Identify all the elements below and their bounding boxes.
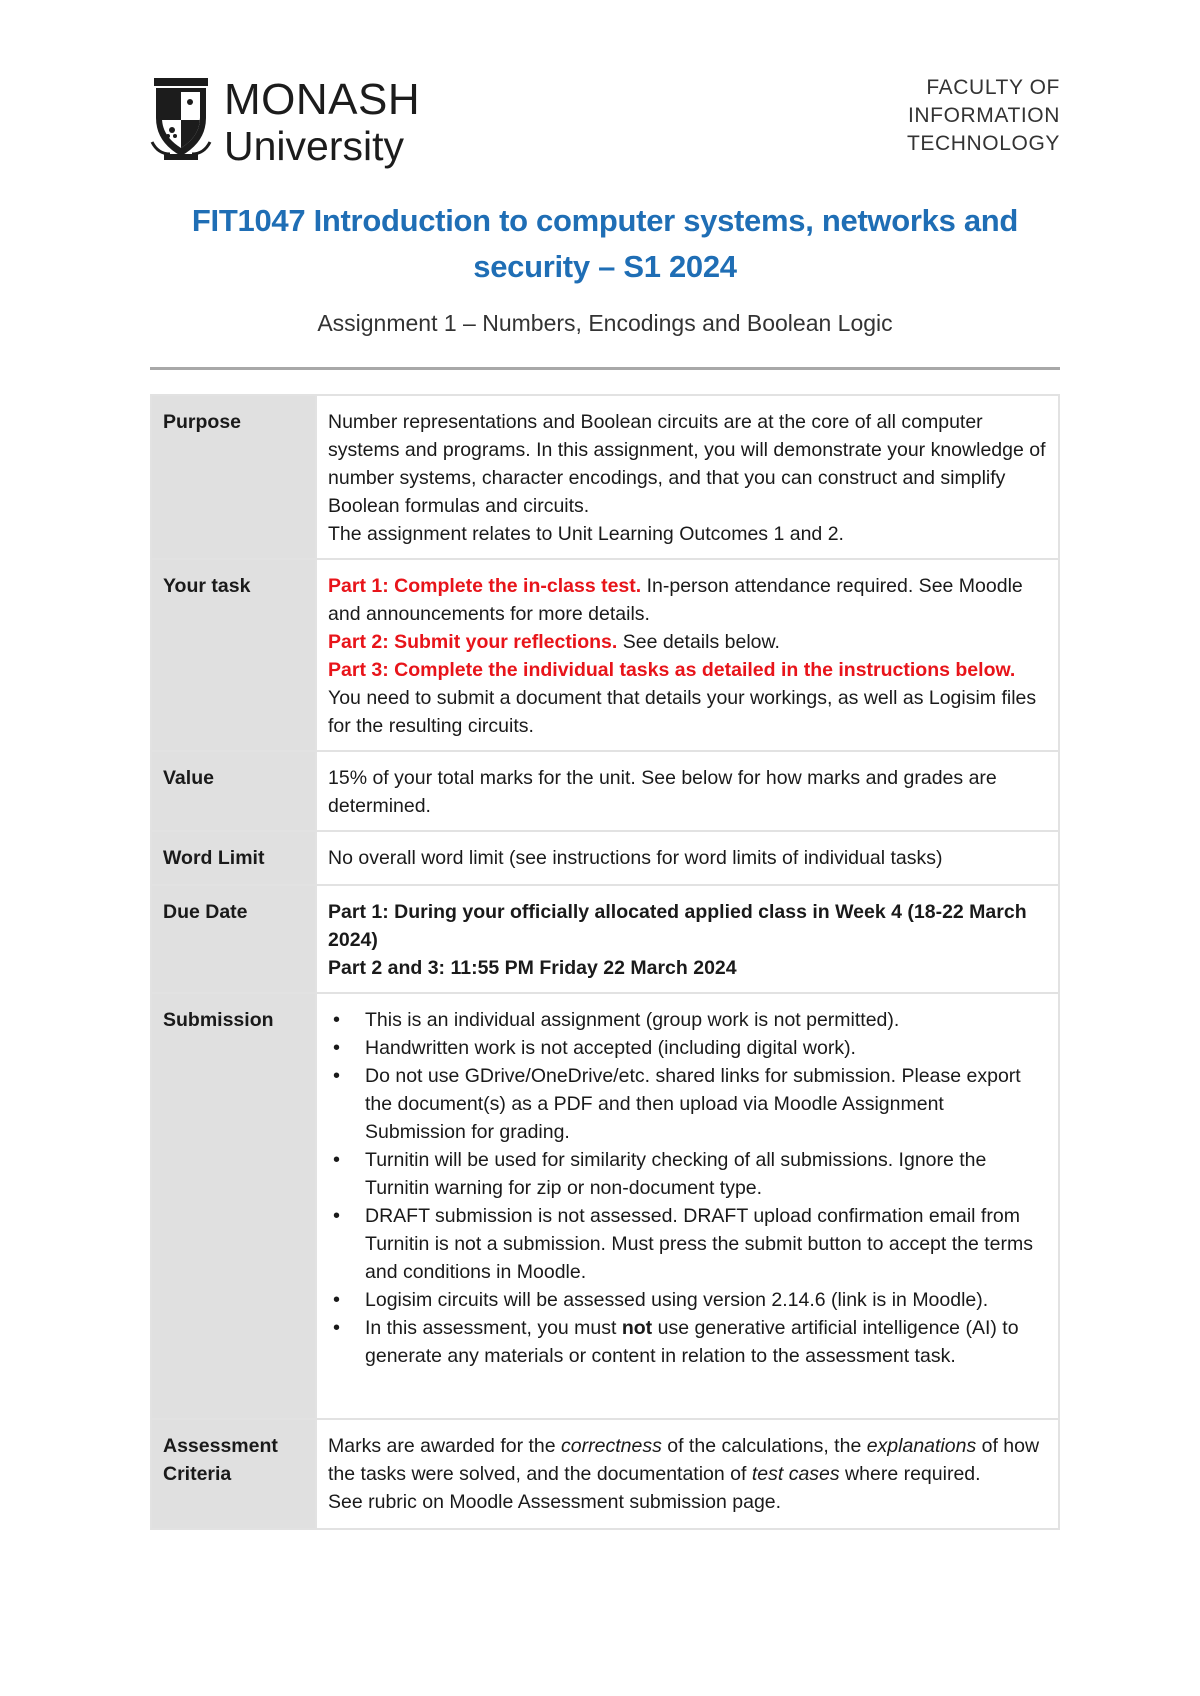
list-item: • Logisim circuits will be assessed using version 2.14.6 (link is in Moodle).: [328, 1286, 1048, 1314]
row-label: Word Limit: [151, 831, 316, 885]
row-purpose: [151, 395, 1059, 559]
row-label: Your task: [151, 559, 316, 751]
row-label: Value: [151, 751, 316, 831]
faculty-line: FACULTY OF: [926, 76, 1060, 99]
row-value: [151, 751, 1059, 831]
monash-logo: [150, 72, 450, 168]
faculty-line: INFORMATION: [907, 104, 1060, 127]
divider: [150, 367, 1060, 370]
part1-heading: Part 1: Complete the in-class test.: [328, 575, 642, 597]
value-text: 15% of your total marks for the unit. See below for how marks and grades are determined.: [316, 751, 1059, 831]
part1-text: In-person attendance required. See Moodle and announcements for more details.: [328, 575, 1023, 625]
due-part1: Part 1: During your officially allocated applied class in Week 4 (18-22 March 2024): [328, 901, 1027, 951]
row-label: Assessment Criteria: [151, 1419, 316, 1529]
logo-subtext: University: [224, 123, 404, 169]
part2-heading: Part 2: Submit your reflections.: [328, 631, 618, 653]
row-content: [316, 395, 1059, 559]
list-item: • Turnitin will be used for similarity checking of all submissions. Ignore the Turnitin warning for zip or non-document type.: [328, 1146, 1048, 1202]
row-content: [316, 559, 1059, 751]
document-subtitle: Assignment 1 – Numbers, Encodings and Boolean Logic: [317, 310, 893, 336]
logo-wordmark: MONASH: [224, 75, 421, 124]
criteria-rubric: See rubric on Moodle Assessment submission page.: [328, 1491, 782, 1513]
word-limit-text: No overall word limit (see instructions for word limits of individual tasks): [316, 831, 1059, 885]
purpose-outcomes: The assignment relates to Unit Learning Outcomes 1 and 2.: [328, 523, 844, 545]
row-submission: [151, 993, 1059, 1419]
row-your-task: [151, 559, 1059, 751]
list-item: • Handwritten work is not accepted (including digital work).: [328, 1034, 1048, 1062]
assignment-info-table: [150, 394, 1060, 1530]
faculty-line: TECHNOLOGY: [906, 132, 1060, 155]
task-text: You need to submit a document that details your workings, as well as Logisim files for the resulting circuits.: [328, 687, 1037, 737]
list-item: • DRAFT submission is not assessed. DRAFT upload confirmation email from Turnitin is not a submission. Must press the submit button to accept the terms and conditions in Moodle.: [328, 1202, 1048, 1286]
part3-heading: Part 3: Complete the individual tasks as detailed in the instructions below.: [328, 659, 1016, 681]
row-label: Submission: [151, 993, 316, 1419]
title-line-1: FIT1047 Introduction to computer systems, networks and: [191, 203, 1019, 238]
row-label: Purpose: [151, 395, 316, 559]
row-due-date: [151, 885, 1059, 993]
list-item: • This is an individual assignment (group work is not permitted).: [328, 1006, 1048, 1034]
monash-crest-icon: [150, 72, 212, 164]
faculty-name: [907, 74, 1060, 158]
row-label: Due Date: [151, 885, 316, 993]
purpose-text: Number representations and Boolean circuits are at the core of all computer systems and programs. In this assignment, you will demonstrate your knowledge of number systems, character encodings, and that you can construct and simplify Boolean formulas and circuits.: [328, 411, 1046, 517]
row-content: [316, 993, 1059, 1419]
row-assessment-criteria: [151, 1419, 1059, 1529]
submission-list: [328, 1006, 1048, 1370]
document-title: [150, 198, 1060, 290]
due-part2-3: Part 2 and 3: 11:55 PM Friday 22 March 2024: [328, 957, 737, 979]
row-word-limit: [151, 831, 1059, 885]
list-item-ai: • In this assessment, you must not use generative artificial intelligence (AI) to generate any materials or content in relation to the assessment task.: [328, 1314, 1048, 1370]
criteria-text: Marks are awarded for the correctness of the calculations, the explanations of how the tasks were solved, and the documentation of test cases where required.: [328, 1435, 1040, 1485]
row-content: [316, 885, 1059, 993]
row-content: [316, 1419, 1059, 1529]
title-line-2: security – S1 2024: [473, 249, 737, 284]
part2-text: See details below.: [617, 631, 780, 653]
list-item: • Do not use GDrive/OneDrive/etc. shared links for submission. Please export the document(s) as a PDF and then upload via Moodle Assignment Submission for grading.: [328, 1062, 1048, 1146]
